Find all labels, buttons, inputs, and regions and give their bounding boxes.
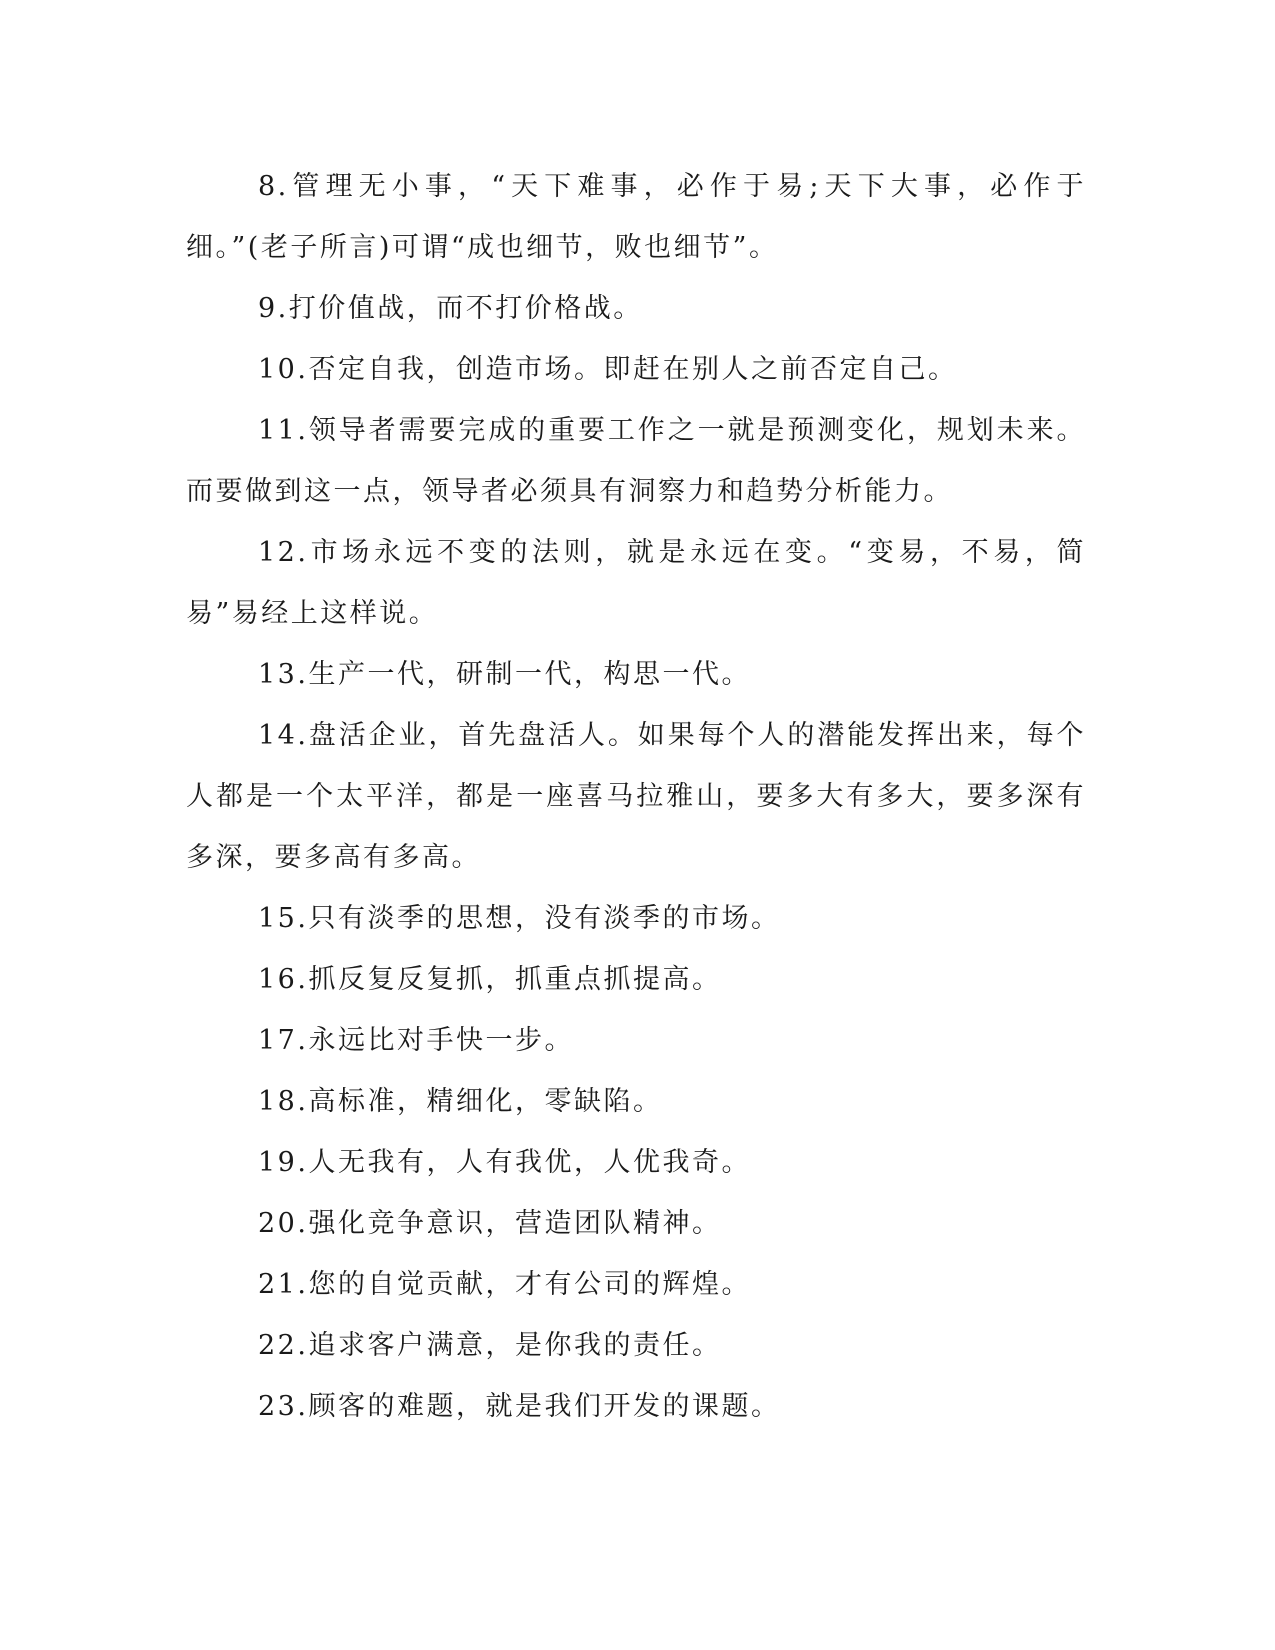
paragraph-14: 14.盘活企业，首先盘活人。如果每个人的潜能发挥出来，每个人都是一个太平洋，都是一座喜马拉雅山，要多大有多大，要多深有多深，要多高有多高。 bbox=[186, 720, 1086, 873]
paragraph-16: 16.抓反复反复抓，抓重点抓提高。 bbox=[258, 964, 722, 995]
paragraph-20: 20.强化竞争意识，营造团队精神。 bbox=[258, 1208, 722, 1239]
paragraph-10: 10.否定自我，创造市场。即赶在别人之前否定自己。 bbox=[258, 354, 958, 385]
paragraph-12: 12.市场永远不变的法则，就是永远在变。“变易，不易，简易”易经上这样说。 bbox=[186, 537, 1086, 629]
paragraph-15: 15.只有淡季的思想，没有淡季的市场。 bbox=[258, 903, 781, 934]
document-page bbox=[186, 156, 1086, 1437]
paragraph-9: 9.打价值战，而不打价格战。 bbox=[258, 293, 643, 324]
paragraph-19: 19.人无我有，人有我优，人优我奇。 bbox=[258, 1147, 751, 1178]
paragraph-21: 21.您的自觉贡献，才有公司的辉煌。 bbox=[258, 1269, 751, 1300]
paragraph-13: 13.生产一代，研制一代，构思一代。 bbox=[258, 659, 751, 690]
paragraph-17: 17.永远比对手快一步。 bbox=[258, 1025, 574, 1056]
paragraph-8: 8.管理无小事，“天下难事，必作于易;天下大事，必作于细。”(老子所言)可谓“成也细节，败也细节”。 bbox=[186, 171, 1086, 263]
paragraph-22: 22.追求客户满意，是你我的责任。 bbox=[258, 1330, 722, 1361]
paragraph-18: 18.高标准，精细化，零缺陷。 bbox=[258, 1086, 663, 1117]
paragraph-11: 11.领导者需要完成的重要工作之一就是预测变化，规划未来。而要做到这一点，领导者必须具有洞察力和趋势分析能力。 bbox=[186, 415, 1086, 507]
paragraph-23: 23.顾客的难题，就是我们开发的课题。 bbox=[258, 1391, 781, 1422]
